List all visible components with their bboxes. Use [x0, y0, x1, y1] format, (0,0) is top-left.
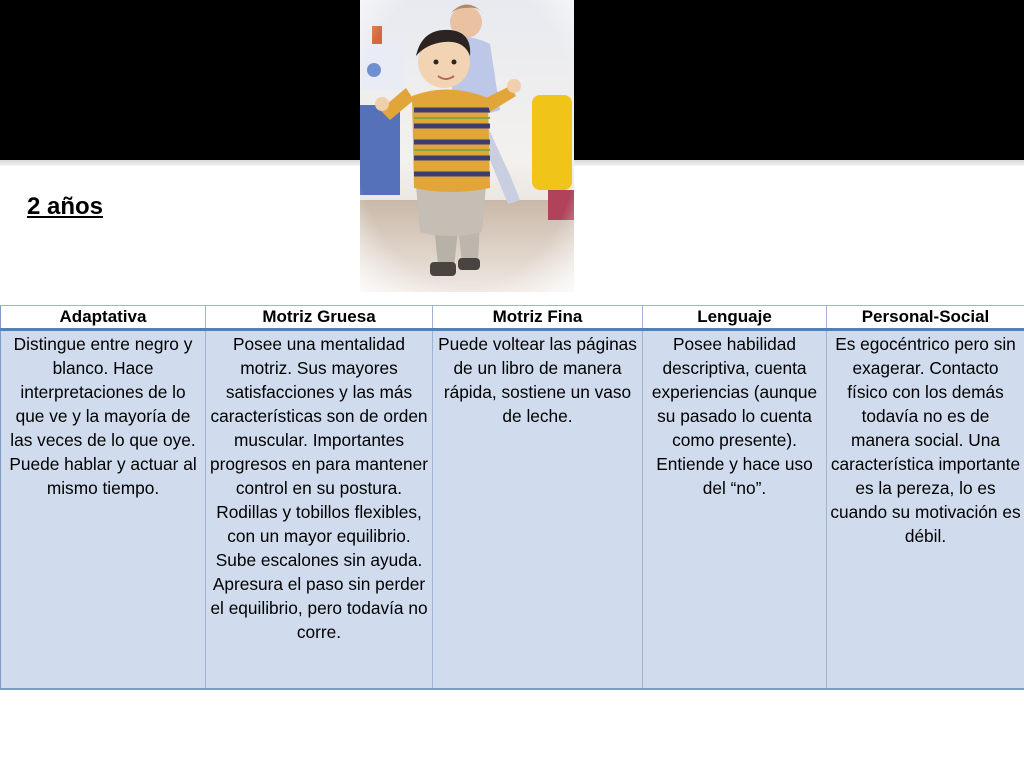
header-lenguaje: Lenguaje: [643, 306, 827, 330]
cell-motriz-fina: Puede voltear las páginas de un libro de manera rápida, sostiene un vaso de leche.: [433, 330, 643, 690]
table-header-row: [1, 306, 1024, 330]
table-row: [1, 330, 1024, 690]
page-title: 2 años: [27, 193, 104, 220]
header-motriz-gruesa: Motriz Gruesa: [206, 306, 433, 330]
header-adaptativa: Adaptativa: [1, 306, 206, 330]
header-motriz-fina: Motriz Fina: [433, 306, 643, 330]
areas-table: [0, 305, 1024, 690]
child-walking-photo: [360, 0, 574, 292]
cell-personal-social: Es egocéntrico pero sin exagerar. Contacto físico con los demás todavía no es de manera social. Una característica importante es la pereza, lo es cuando su motivación es débil.: [827, 330, 1024, 690]
cell-motriz-gruesa: Posee una mentalidad motriz. Sus mayores satisfacciones y las más características son de orden muscular. Importantes progresos en para mantener control en su postura. Rodillas y tobillos flexibles, con un mayor equilibrio. Sube escalones sin ayuda. Apresura el paso sin perder el equilibrio, pero todavía no corre.: [206, 330, 433, 690]
cell-adaptativa: Distingue entre negro y blanco. Hace interpretaciones de lo que ve y la mayoría de las veces de lo que oye. Puede hablar y actuar al mismo tiempo.: [1, 330, 206, 690]
cell-lenguaje: Posee habilidad descriptiva, cuenta experiencias (aunque su pasado lo cuenta como presente). Entiende y hace uso del “no”.: [643, 330, 827, 690]
development-table: [0, 305, 1024, 690]
header-personal-social: Personal-Social: [827, 306, 1024, 330]
